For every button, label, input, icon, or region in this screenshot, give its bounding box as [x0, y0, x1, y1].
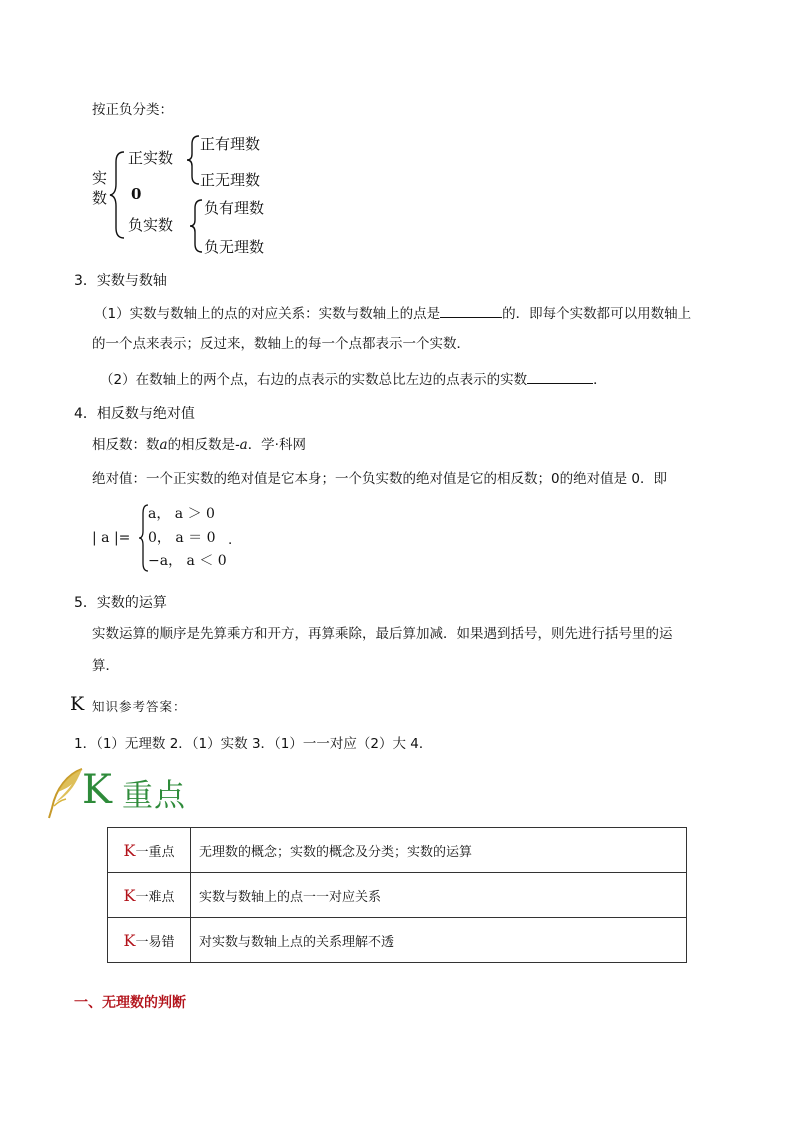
- row-label-text: 一重点: [135, 844, 175, 860]
- section-3-p2-part1: （2）在数轴上的两个点，右边的点表示的实数总比左边的点表示的实数: [100, 372, 528, 388]
- table-row: [108, 873, 687, 918]
- table-row: [108, 828, 687, 873]
- answer-blank-1[interactable]: [440, 303, 502, 318]
- section-3-p1-line2: 的一个点来表示；反过来，数轴上的每一个点都表示一个实数．: [92, 336, 470, 352]
- section-5-title: 5．实数的运算: [74, 595, 167, 611]
- k-logo-small: K: [70, 693, 85, 715]
- table-row: [108, 918, 687, 963]
- case-positive: a， a ＞ 0: [148, 506, 215, 522]
- abs-lhs: | a |=: [92, 530, 131, 546]
- negative-brace: [188, 198, 204, 254]
- absolute-value-text: 绝对值：一个正实数的绝对值是它本身；一个负实数的绝对值是它的相反数；0的绝对值是 0．即: [92, 471, 667, 487]
- case-zero: 0， a ＝ 0: [148, 530, 216, 546]
- opposite-mid: 的相反数是: [167, 437, 236, 453]
- positive-child-2: 正无理数: [200, 171, 261, 189]
- section-3-p1-part2: 的．即每个实数都可以用数轴上: [502, 306, 692, 322]
- feather-icon: [44, 766, 86, 820]
- negative-real: 负实数: [128, 216, 174, 234]
- section-3-p1-part1: （1）实数与数轴上的点的对应关系：实数与数轴上的点是: [94, 306, 441, 322]
- root-char-1: 实: [92, 169, 108, 187]
- opposite-number-line: [92, 436, 306, 454]
- section-5-line2: 算．: [92, 658, 119, 674]
- logo-text: 重点: [122, 778, 186, 814]
- opposite-suffix: ．学·科网: [247, 437, 306, 453]
- key-points-table: [107, 827, 687, 963]
- opposite-a: a: [159, 437, 168, 453]
- negative-child-1: 负有理数: [204, 199, 265, 217]
- row-label-text: 一易错: [135, 934, 175, 950]
- k-icon: K: [123, 930, 136, 950]
- section-3-title: 3．实数与数轴: [74, 273, 167, 289]
- row-label-text: 一难点: [135, 889, 175, 905]
- logo-k: K: [82, 767, 112, 813]
- root-char-2: 数: [92, 189, 108, 207]
- positive-brace: [185, 134, 201, 186]
- k-icon: K: [123, 840, 136, 860]
- answers-text: 1．（1）无理数 2．（1）实数 3．（1）一一对应（2）大 4．: [74, 736, 433, 752]
- zero: 0: [131, 185, 142, 203]
- row-value-error-prone: 对实数与数轴上点的关系理解不透: [191, 918, 687, 963]
- next-section-title: 一、无理数的判断: [74, 995, 186, 1011]
- k-icon: K: [123, 885, 136, 905]
- section-3-p2-part2: ．: [593, 372, 607, 388]
- section-5-line1: 实数运算的顺序是先算乘方和开方，再算乘除，最后算加减．如果遇到括号，则先进行括号里的运: [92, 626, 673, 642]
- opposite-neg: -a: [235, 437, 248, 453]
- negative-child-2: 负无理数: [204, 238, 265, 256]
- case-negative: −a， a ＜ 0: [148, 553, 227, 569]
- positive-child-1: 正有理数: [200, 135, 261, 153]
- row-label-key: [108, 828, 191, 873]
- root-brace: [108, 150, 128, 240]
- formula-period: .: [228, 532, 233, 548]
- opposite-prefix: 相反数：数: [92, 437, 160, 453]
- row-label-error-prone: [108, 918, 191, 963]
- answer-blank-2[interactable]: [527, 369, 593, 384]
- answers-label: 知识参考答案：: [92, 699, 187, 714]
- section-3-p1-line1: [94, 303, 691, 323]
- row-label-difficult: [108, 873, 191, 918]
- section-4-title: 4．相反数与绝对值: [74, 406, 195, 422]
- row-value-key: 无理数的概念；实数的概念及分类；实数的运算: [191, 828, 687, 873]
- section-3-p2: [100, 369, 607, 389]
- classification-heading: 按正负分类：: [92, 102, 173, 118]
- positive-real: 正实数: [128, 149, 174, 167]
- row-value-difficult: 实数与数轴上的点一一对应关系: [191, 873, 687, 918]
